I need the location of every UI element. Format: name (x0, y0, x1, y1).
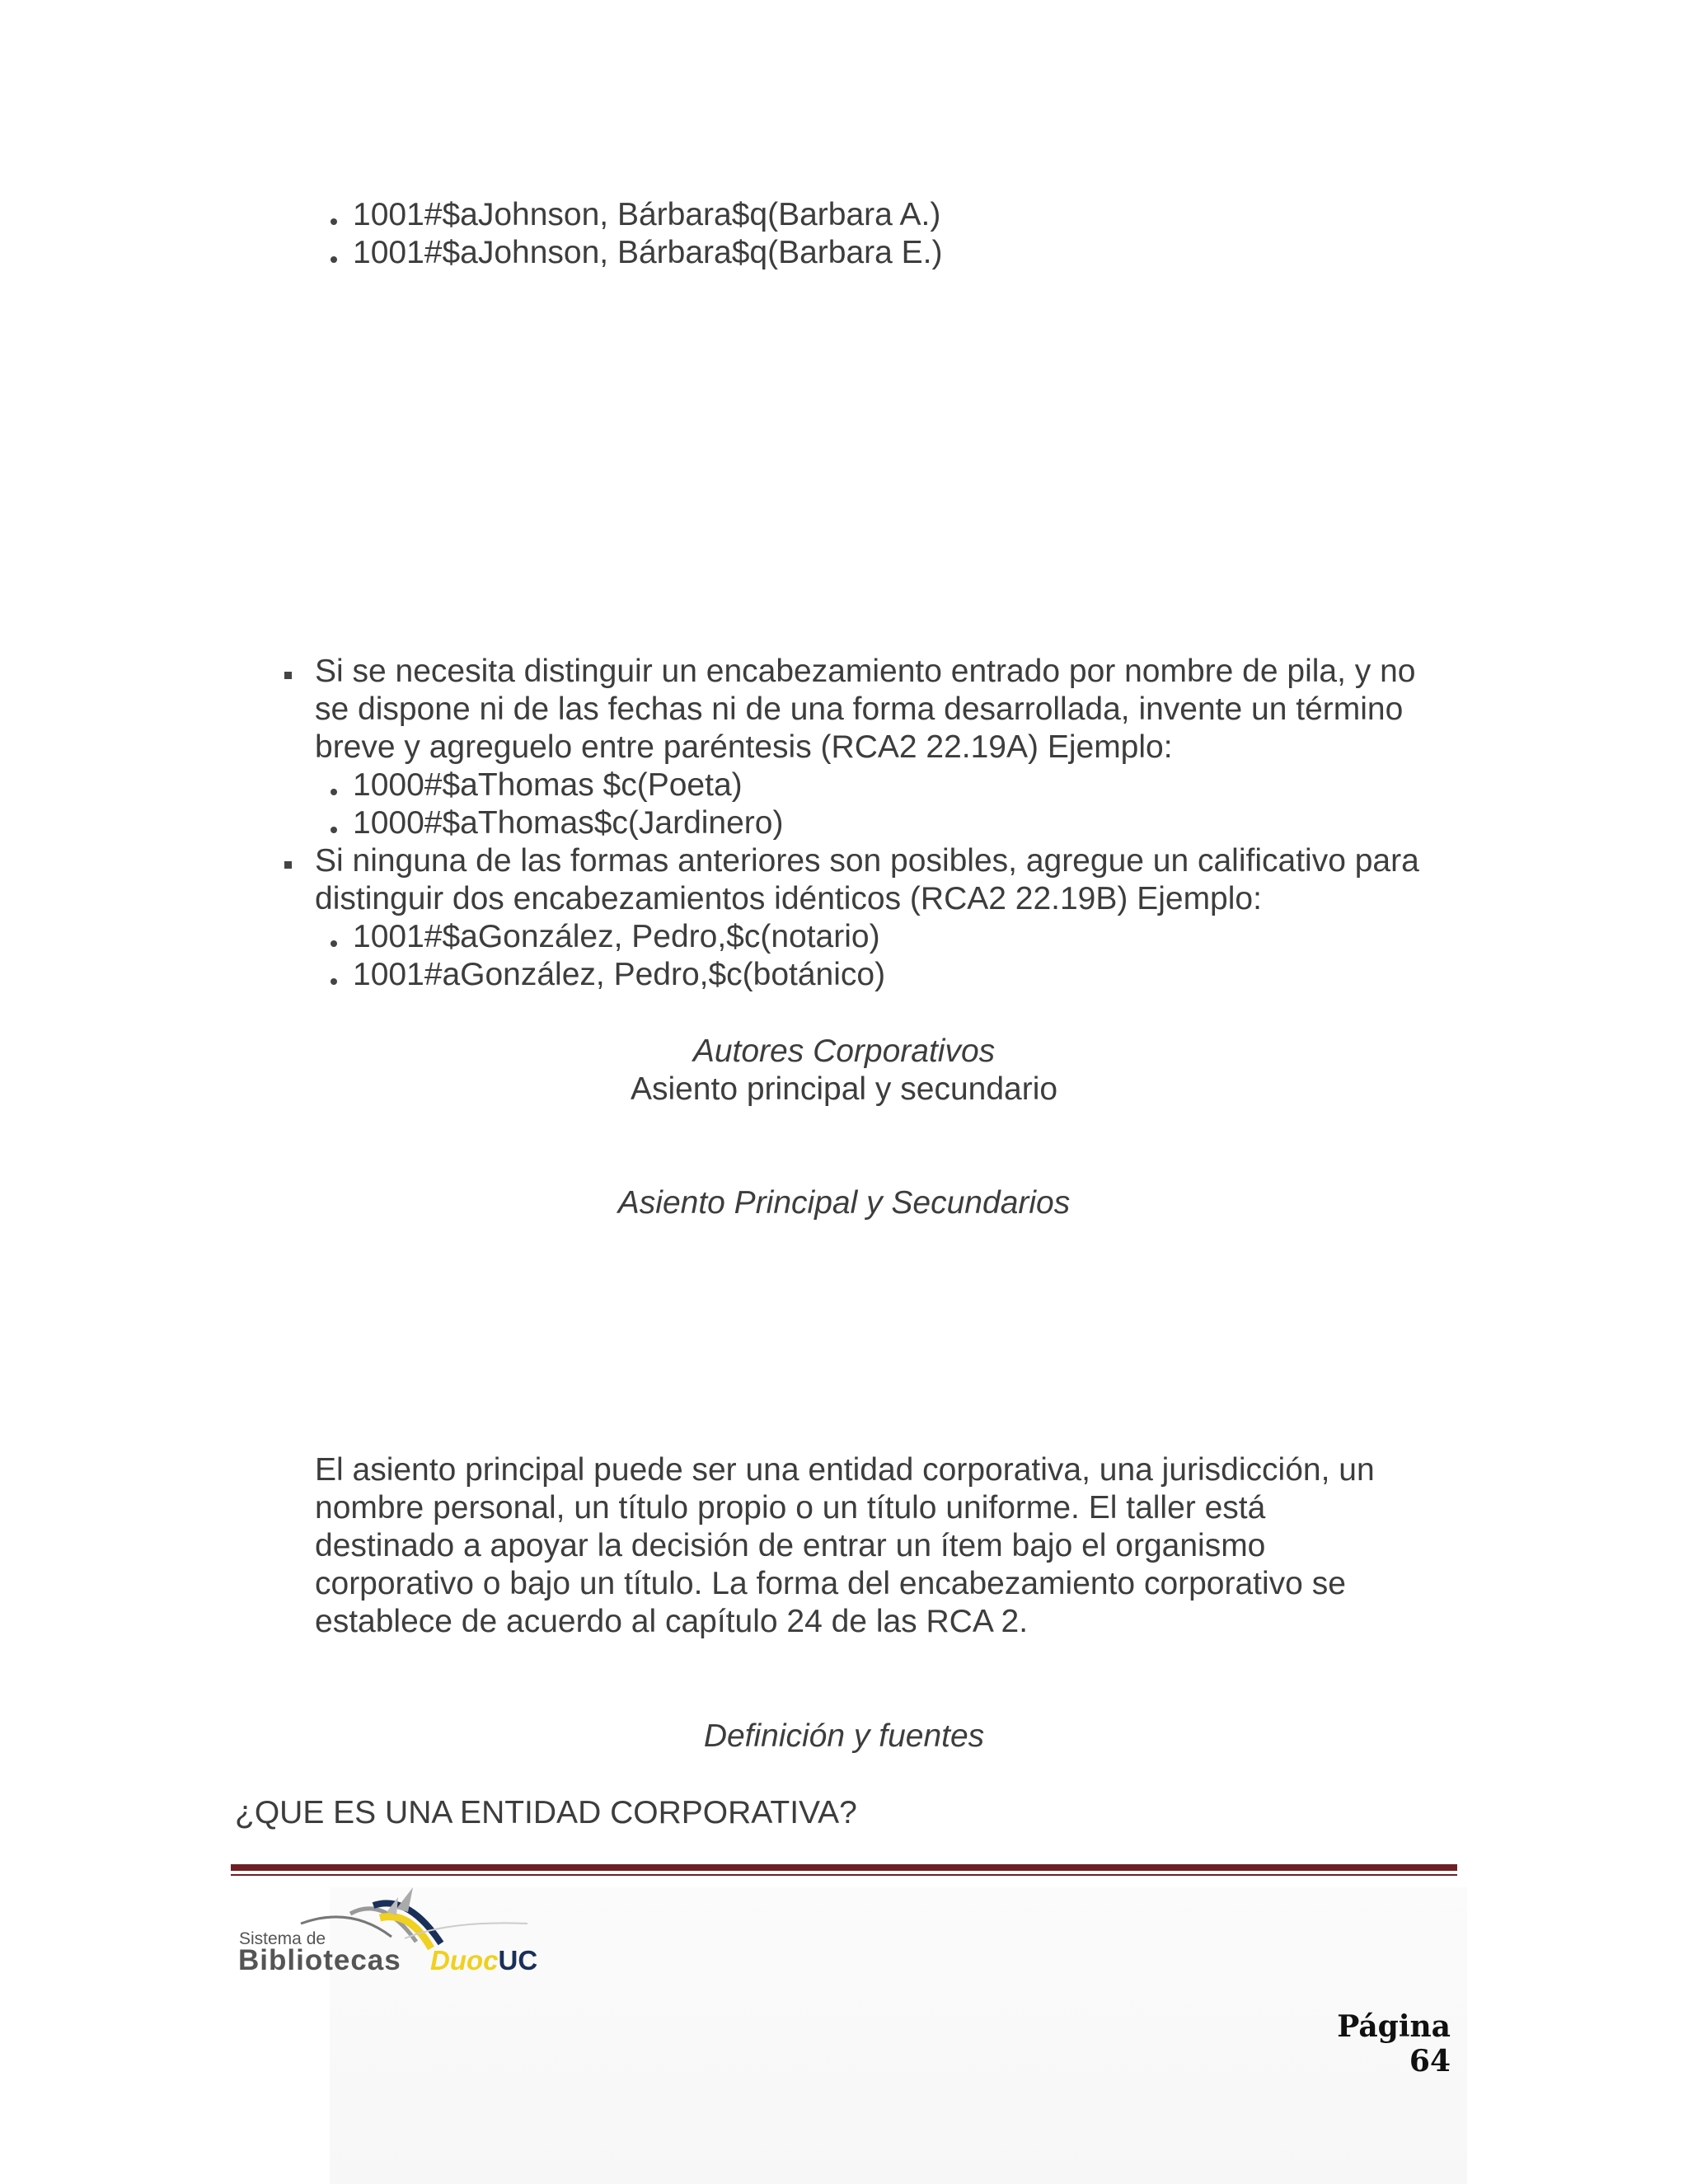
paragraph-line: se dispone ni de las fechas ni de una forma desarrollada, invente un término (315, 691, 1404, 727)
footer-rule (231, 1864, 1457, 1871)
example-line: 1001#$aJohnson, Bárbara$q(Barbara E.) (353, 235, 943, 270)
paragraph-line: distinguir dos encabezamientos idénticos (RCA2 22.19B) Ejemplo: (315, 881, 1262, 916)
logo-uc: UC (498, 1945, 538, 1975)
bullet-dot (331, 789, 337, 795)
paragraph-line: establece de acuerdo al capítulo 24 de las RCA 2. (315, 1604, 1029, 1639)
bullet-dot (331, 218, 337, 225)
bullet-dot (331, 256, 337, 263)
page-number: Página 64 (1337, 2009, 1451, 2079)
logo-text-bibliotecas: Bibliotecas (238, 1944, 401, 1976)
bullet-square (284, 672, 292, 679)
section-heading: Asiento Principal y Secundarios (617, 1185, 1071, 1221)
paragraph-line: breve y agreguelo entre paréntesis (RCA2 22.19A) Ejemplo: (315, 729, 1173, 765)
question-heading: ¿QUE ES UNA ENTIDAD CORPORATIVA? (235, 1795, 857, 1830)
section-heading: Autores Corporativos (692, 1033, 996, 1069)
logo-duoc: Duoc (430, 1945, 499, 1975)
logo-text-small: Sistema de (239, 1929, 326, 1948)
example-line: 1000#$aThomas$c(Jardinero) (353, 805, 784, 841)
bullet-dot (331, 940, 337, 947)
bullet-square (284, 861, 292, 869)
example-line: 1001#$aGonzález, Pedro,$c(notario) (353, 919, 880, 954)
paragraph-line: nombre personal, un título propio o un título uniforme. El taller está (315, 1490, 1266, 1526)
paragraph-line: destinado a apoyar la decisión de entrar un ítem bajo el organismo (315, 1528, 1266, 1563)
paragraph-line: Si ninguna de las formas anteriores son posibles, agregue un calificativo para (315, 843, 1419, 879)
example-line: 1001#aGonzález, Pedro,$c(botánico) (353, 957, 886, 992)
paragraph-line: corporativo o bajo un título. La forma del encabezamiento corporativo se (315, 1566, 1346, 1601)
bullet-dot (331, 978, 337, 985)
paragraph-line: El asiento principal puede ser una entidad corporativa, una jurisdicción, un (315, 1452, 1375, 1488)
example-line: 1001#$aJohnson, Bárbara$q(Barbara A.) (353, 197, 941, 232)
example-line: 1000#$aThomas $c(Poeta) (353, 767, 743, 803)
section-heading: Definición y fuentes (703, 1718, 985, 1754)
section-subheading: Asiento principal y secundario (630, 1071, 1058, 1107)
logo-text-duocuc (430, 1945, 537, 1976)
bullet-dot (331, 827, 337, 833)
paragraph-line: Si se necesita distinguir un encabezamiento entrado por nombre de pila, y no (315, 654, 1416, 689)
